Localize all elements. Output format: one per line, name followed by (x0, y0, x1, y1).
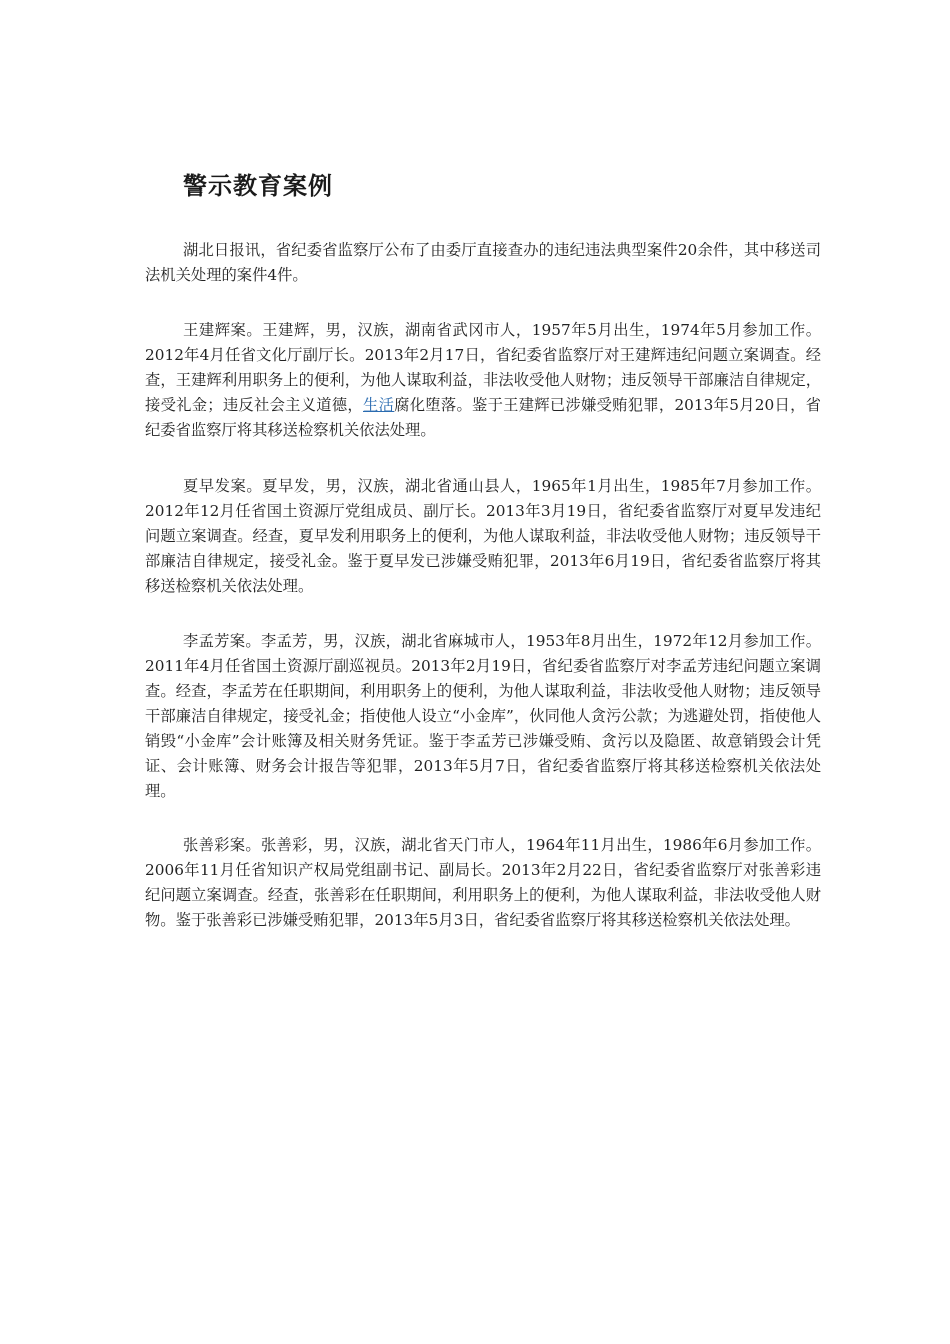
intro-paragraph: 湖北日报讯，省纪委省监察厅公布了由委厅直接查办的违纪违法典型案件20余件，其中移送司法机关处理的案件4件。 (145, 241, 821, 284)
case-text-before-link: 王建辉案。王建辉，男，汉族，湖南省武冈市人，1957年5月出生，1974年5月参加工作。2012年4月任省文化厅副厅长。2013年2月17日，省纪委省监察厅对王建辉违纪问题立案调查。经查，王建辉利用职务上的便利，为他人谋取利益，非法收受他人财物；违反领导干部廉洁自律规定，接受礼金；违反社会主义道德， (145, 321, 821, 414)
case-paragraph-xia-zaofa: 夏早发案。夏早发，男，汉族，湖北省通山县人，1965年1月出生，1985年7月参加工作。2012年12月任省国土资源厅党组成员、副厅长。2013年3月19日，省纪委省监察厅对夏早发违纪问题立案调查。经查，夏早发利用职务上的便利，为他人谋取利益，非法收受他人财物；违反领导干部廉洁自律规定，接受礼金。鉴于夏早发已涉嫌受贿犯罪，2013年6月19日，省纪委省监察厅将其移送检察机关依法处理。 (145, 477, 821, 595)
case-paragraph-zhang-shancai: 张善彩案。张善彩，男，汉族，湖北省天门市人，1964年11月出生，1986年6月参加工作。2006年11月任省知识产权局党组副书记、副局长。2013年2月22日，省纪委省监察厅对张善彩违纪问题立案调查。经查，张善彩在任职期间，利用职务上的便利，为他人谋取利益，非法收受他人财物。鉴于张善彩已涉嫌受贿犯罪，2013年5月3日，省纪委省监察厅将其移送检察机关依法处理。 (145, 836, 821, 929)
case-text-after-link: 腐化堕落。鉴于王建辉已涉嫌受贿犯罪，2013年5月20日，省纪委省监察厅将其移送检察机关依法处理。 (145, 396, 821, 439)
life-link[interactable]: 生活 (363, 396, 395, 414)
case-paragraph-li-mengfang: 李孟芳案。李孟芳，男，汉族，湖北省麻城市人，1953年8月出生，1972年12月参加工作。2011年4月任省国土资源厅副巡视员。2013年2月19日，省纪委省监察厅对李孟芳违纪问题立案调查。经查，李孟芳在任职期间，利用职务上的便利，为他人谋取利益，非法收受他人财物；违反领导干部廉洁自律规定，接受礼金；指使他人设立“小金库”，伙同他人贪污公款；为逃避处罚，指使他人销毁“小金库”会计账簿及相关财务凭证。鉴于李孟芳已涉嫌受贿、贪污以及隐匿、故意销毁会计凭证、会计账簿、财务会计报告等犯罪，2013年5月7日，省纪委省监察厅将其移送检察机关依法处理。 (145, 632, 821, 800)
case-paragraph-wang-jianhui (145, 318, 821, 443)
document-title: 警示教育案例 (183, 172, 333, 200)
